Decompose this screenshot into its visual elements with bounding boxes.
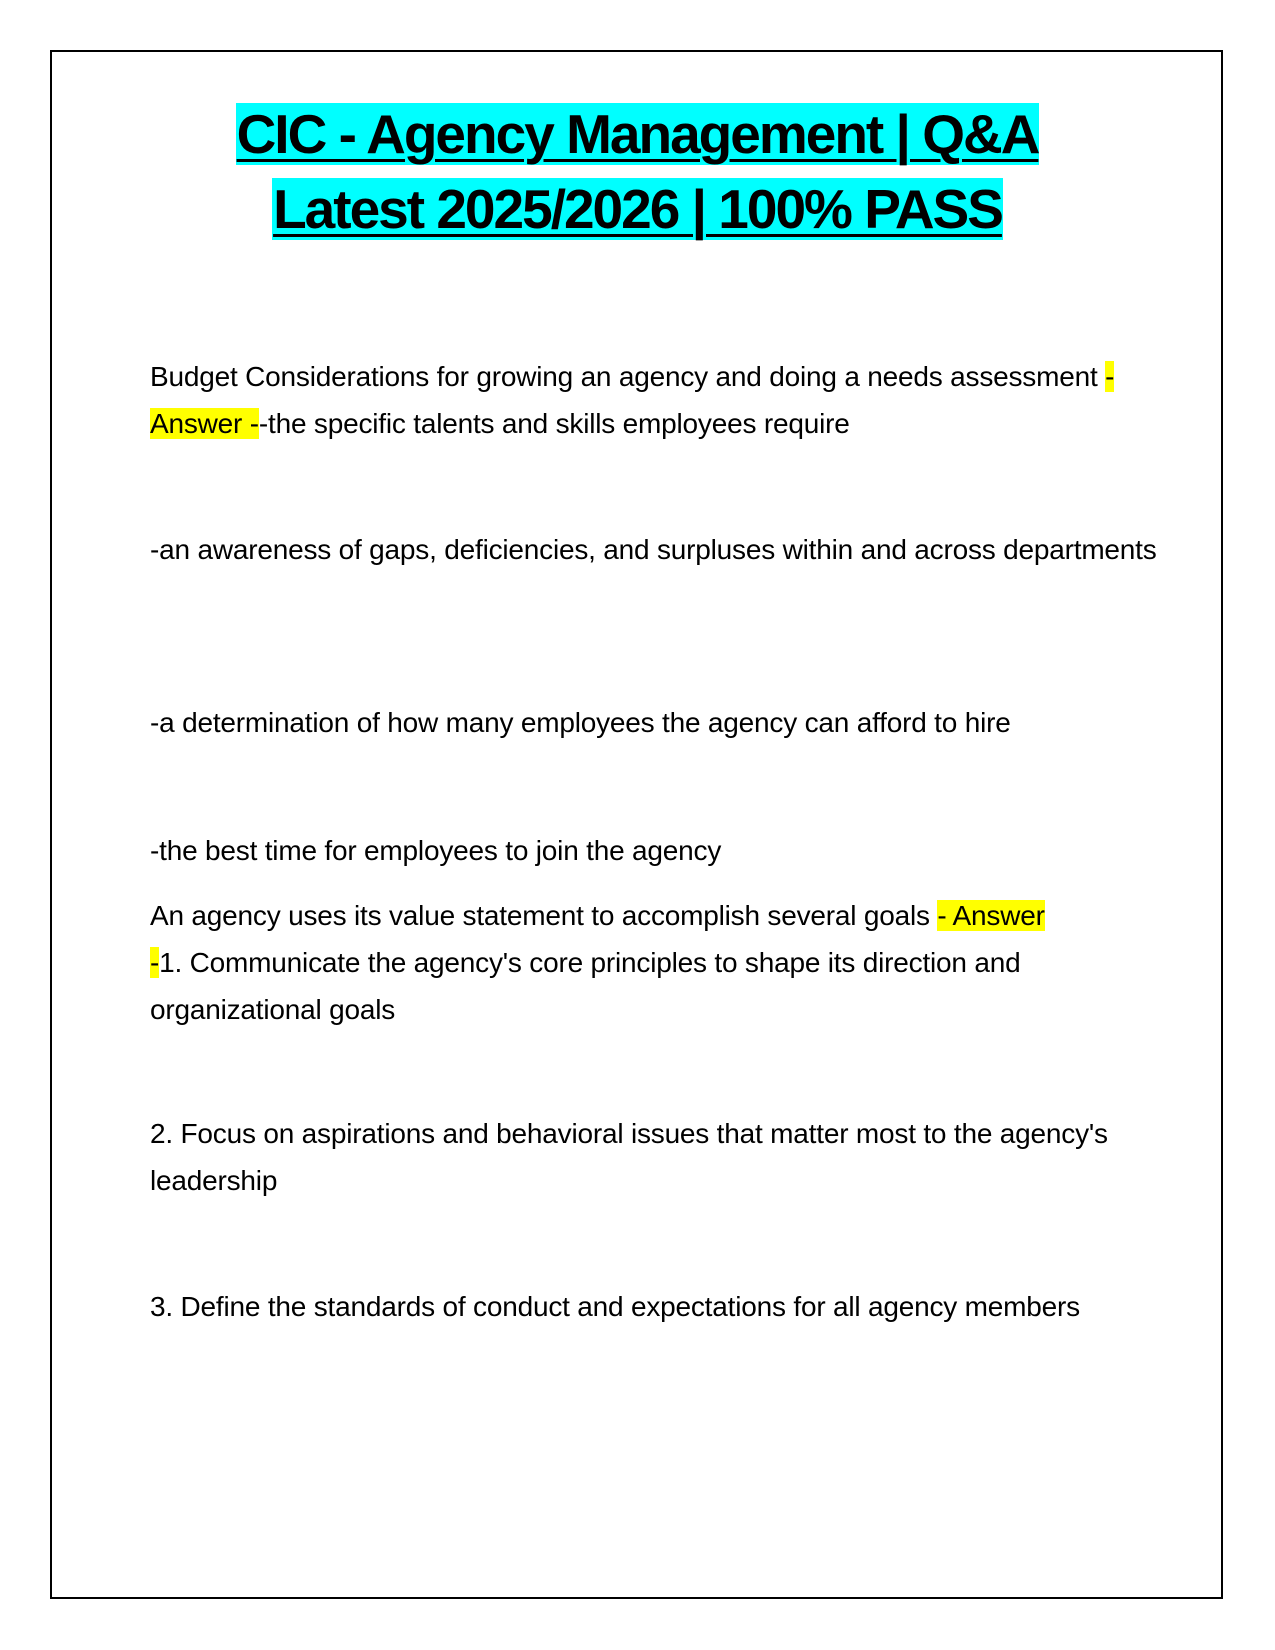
question-text: Budget Considerations for growing an agency and doing a needs assessment <box>150 361 1098 392</box>
qa-item-1 <box>150 353 1160 447</box>
document-title <box>0 97 1275 247</box>
answer-part: 3. Define the standards of conduct and expectations for all agency members <box>150 1291 1080 1322</box>
answer-part: -the best time for employees to join the agency <box>150 835 722 866</box>
question-text: An agency uses its value statement to accomplish several goals <box>150 900 930 931</box>
answer-text: 1. Communicate the agency's core principles to shape its direction and organizational goals <box>150 947 1021 1025</box>
answer-part: -an awareness of gaps, deficiencies, and surpluses within and across departments <box>150 534 1157 565</box>
qa-item-2 <box>150 892 1160 1033</box>
answer-marker: - Answer - <box>150 361 1115 439</box>
answer-part: -a determination of how many employees the agency can afford to hire <box>150 707 1011 738</box>
page-border <box>50 50 1223 1599</box>
answer-marker: - Answer <box>937 900 1045 931</box>
answer-part: 2. Focus on aspirations and behavioral issues that matter most to the agency's leadership <box>150 1118 1108 1196</box>
title-line-1: CIC - Agency Management | Q&A <box>236 103 1039 165</box>
answer-text: -the specific talents and skills employees require <box>258 408 850 439</box>
title-line-2: Latest 2025/2026 | 100% PASS <box>273 178 1002 240</box>
answer-marker-dash: - <box>150 947 160 978</box>
